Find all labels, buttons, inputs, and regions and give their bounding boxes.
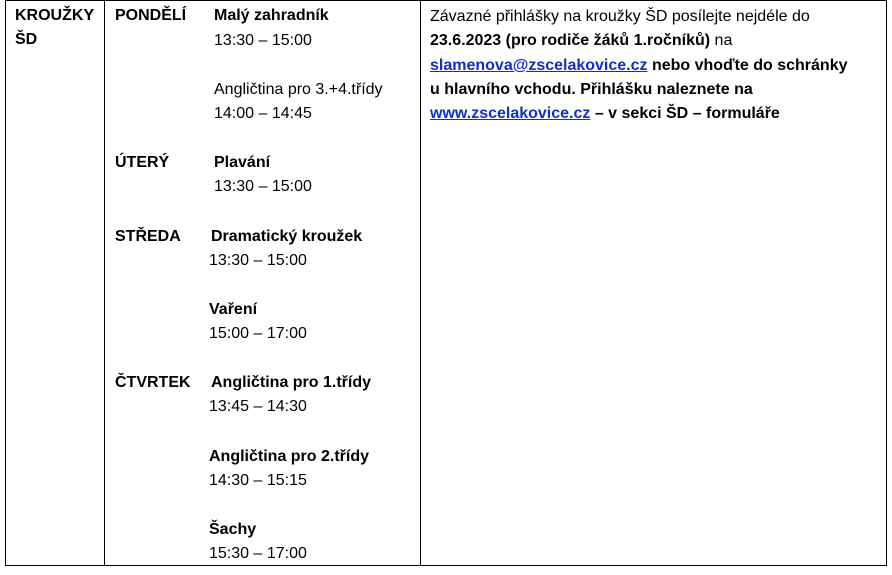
day-label-wednesday: STŘEDA [115,228,181,245]
notice-line-5-rest: – v sekci ŠD – formuláře [590,105,780,122]
email-link[interactable]: slamenova@zscelakovice.cz [430,57,648,74]
activity-name: Dramatický kroužek [211,228,363,245]
activity-name: Angličtina pro 3.+4.třídy [214,81,383,98]
notice-line-3 [430,54,848,78]
day-label-monday: PONDĚLÍ [115,7,187,24]
activity-name: Plavání [214,154,271,171]
section-title-line2: ŠD [15,31,38,48]
activity-time: 15:00 – 17:00 [209,325,307,342]
activity-name: Šachy [209,521,257,538]
activity-time: 15:30 – 17:00 [209,545,307,562]
activity-time: 13:45 – 14:30 [209,398,307,415]
website-link[interactable]: www.zscelakovice.cz [430,105,591,122]
notice-line-2 [430,29,732,53]
day-label-thursday: ČTVRTEK [115,374,191,391]
table-border-left [5,0,6,566]
section-title-line1: KROUŽKY [15,7,95,24]
table-border-top [5,0,887,1]
table-border-bottom [5,565,887,566]
notice-line-1: Závazné přihlášky na kroužky ŠD posílejte nejdéle do [430,8,810,25]
activity-name: Angličtina pro 2.třídy [209,448,370,465]
notice-line-4: u hlavního vchodu. Přihlášku naleznete na [430,81,753,98]
activity-time: 13:30 – 15:00 [209,252,307,269]
deadline-text: 23.6.2023 (pro rodiče žáků 1.ročníků) [430,32,711,49]
day-label-tuesday: ÚTERÝ [115,154,170,171]
activity-name: Malý zahradník [214,7,329,24]
notice-line-5 [430,102,780,126]
activity-name: Angličtina pro 1.třídy [211,374,372,391]
table-border-right [886,0,887,566]
activity-time: 14:30 – 15:15 [209,472,307,489]
notice-line-2-rest: na [710,32,733,49]
activity-time: 13:30 – 15:00 [214,32,312,49]
activity-time: 14:00 – 14:45 [214,105,312,122]
column-divider-1 [104,0,105,566]
activity-time: 13:30 – 15:00 [214,178,312,195]
column-divider-2 [420,0,421,566]
notice-line-3-rest: nebo vhoďte do schránky [647,57,848,74]
activity-name: Vaření [209,301,258,318]
